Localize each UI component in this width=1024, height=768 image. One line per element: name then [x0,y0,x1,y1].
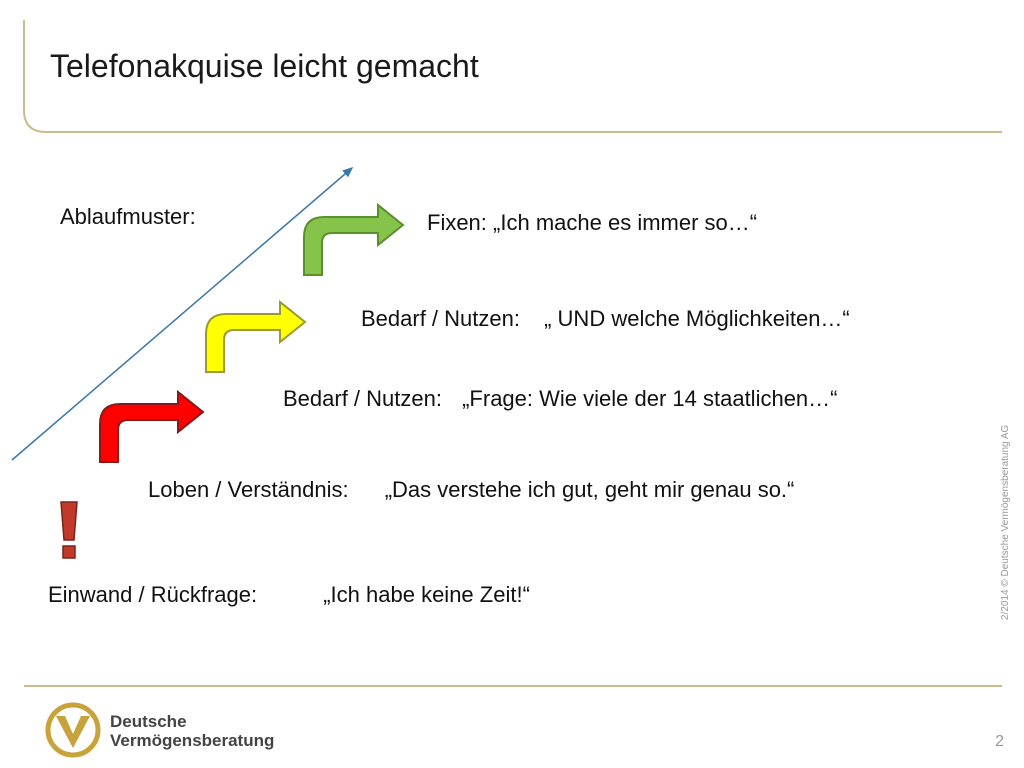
yellow-arrow-icon [192,290,317,380]
step-label: Einwand / Rückfrage: [48,582,258,607]
step-quote: „Frage: Wie viele der 14 staatlichen…“ [462,386,838,411]
step-einwand [48,582,530,608]
step-quote: „Das verstehe ich gut, geht mir genau so.“ [384,477,795,502]
step-quote: „ UND welche Möglichkeiten…“ [544,306,850,331]
dvag-logo-icon [44,702,102,758]
step-label: Bedarf / Nutzen: [361,306,520,331]
step-fixen [427,210,757,236]
step-quote: „Ich habe keine Zeit!“ [323,582,530,607]
slide-title: Telefonakquise leicht gemacht [50,48,479,84]
step-loben [148,477,794,503]
green-arrow-icon [290,195,415,285]
step-bedarf-1 [361,306,850,332]
logo-line-2: Vermögensberatung [110,731,275,750]
section-label: Ablaufmuster: [60,204,196,229]
logo-line-1: Deutsche [110,712,187,731]
logo-text [110,712,274,750]
page-number: 2 [995,733,1004,750]
step-bedarf-2 [283,386,837,412]
step-label: Bedarf / Nutzen: [283,386,442,411]
exclamation-icon [52,500,86,562]
step-quote: „Ich mache es immer so…“ [493,210,758,235]
step-label: Loben / Verständnis: [148,477,349,502]
red-arrow-icon [86,378,211,470]
step-label: Fixen: [427,210,487,235]
side-note: 2/2014 © Deutsche Vermögensberatung AG [1000,424,1011,620]
